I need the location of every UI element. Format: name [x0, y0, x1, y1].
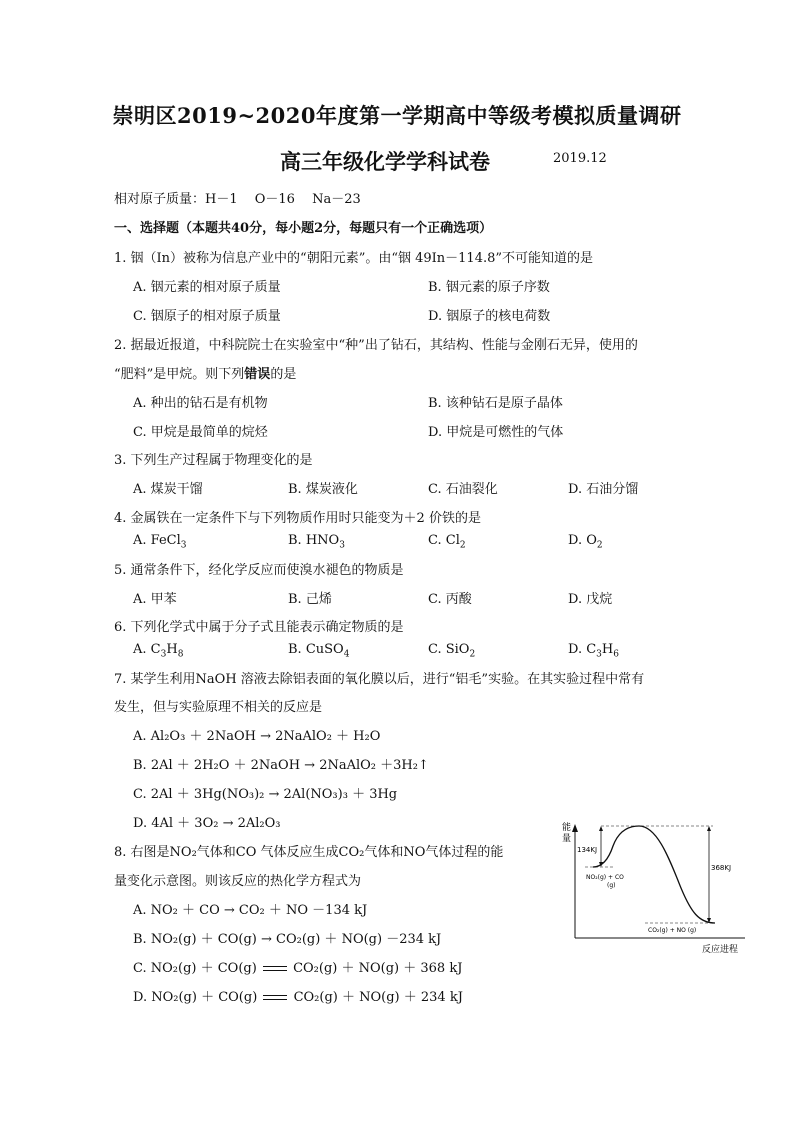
q2-stem-text-a: “肥料”是甲烷。则下列 — [114, 367, 245, 382]
q7-option-b[interactable]: B. 2Al ＋ 2H₂O ＋ 2NaOH → 2NaAlO₂ ＋3H₂↑ — [133, 758, 429, 773]
equilibrium-arrow-icon — [261, 993, 289, 1003]
arrow-down-icon — [599, 862, 603, 867]
q7-option-c[interactable]: C. 2Al ＋ 3Hg(NO₃)₂ → 2Al(NO₃)₃ ＋ 3Hg — [133, 787, 398, 802]
q8-stem-line2: 量变化示意图。则该反应的热化学方程式为 — [114, 874, 362, 889]
q3-option-a[interactable]: A. 煤炭干馏 — [133, 482, 203, 497]
section-heading: 一、选择题（本题共40分，每小题2分，每题只有一个正确选项） — [114, 221, 493, 236]
q6-d-h: H — [601, 642, 614, 657]
q5-option-b[interactable]: B. 己烯 — [288, 592, 332, 607]
exam-title: 崇明区2019~2020年度第一学期高中等级考模拟质量调研 — [112, 103, 682, 128]
q4-c-sub: 2 — [459, 540, 466, 551]
q7-stem-line2: 发生，但与实验原理不相关的反应是 — [114, 700, 323, 715]
q1-option-b[interactable]: B. 铟元素的原子序数 — [428, 280, 550, 295]
exam-subtitle: 高三年级化学学科试卷 — [280, 149, 490, 174]
q4-a-sub: 3 — [180, 540, 187, 551]
products-label: CO₂(g) + NO (g) — [648, 927, 697, 934]
q8-c-right: CO₂(g) ＋ NO(g) ＋ 368 kJ — [293, 961, 463, 976]
q4-d-sub: 2 — [596, 540, 603, 551]
q8-d-right: CO₂(g) ＋ NO(g) ＋ 234 kJ — [293, 990, 463, 1005]
q8-d-left: D. NO₂(g) ＋ CO(g) — [133, 990, 258, 1005]
reactants-label-2: (g) — [607, 882, 616, 889]
q5-option-d[interactable]: D. 戊烷 — [568, 592, 613, 607]
activation-energy-label: 134KJ — [577, 846, 598, 854]
q4-b-sub: 3 — [339, 540, 345, 551]
q8-option-b[interactable]: B. NO₂(g) ＋ CO(g) → CO₂(g) ＋ NO(g) －234 kJ — [133, 932, 442, 947]
q6-a-sub1: 3 — [160, 649, 167, 660]
q8-option-d[interactable] — [133, 986, 463, 1005]
q4-option-a[interactable] — [133, 533, 187, 551]
q4-b-text: B. HNO — [288, 533, 340, 548]
q8-option-c[interactable] — [133, 957, 462, 976]
q5-option-c[interactable]: C. 丙酸 — [428, 592, 472, 607]
q6-option-a[interactable] — [133, 642, 183, 660]
arrow-up-icon — [599, 826, 603, 831]
q6-c-text: C. SiO — [428, 642, 470, 657]
q4-option-d[interactable] — [568, 533, 603, 551]
q1-option-d[interactable]: D. 铟原子的核电荷数 — [428, 309, 551, 324]
q5-stem: 5. 通常条件下，经化学反应而使溴水褪色的物质是 — [114, 563, 404, 578]
q4-a-text: A. FeCl — [133, 533, 181, 548]
q7-option-a[interactable]: A. Al₂O₃ ＋ 2NaOH → 2NaAlO₂ ＋ H₂O — [133, 729, 381, 744]
q5-option-a[interactable]: A. 甲苯 — [133, 592, 177, 607]
q4-option-c[interactable] — [428, 533, 466, 551]
energy-diagram — [545, 818, 760, 958]
q4-option-b[interactable] — [288, 533, 345, 551]
q3-stem: 3. 下列生产过程属于物理变化的是 — [114, 453, 313, 468]
q8-option-a[interactable]: A. NO₂ ＋ CO → CO₂ ＋ NO －134 kJ — [133, 903, 368, 918]
q6-stem: 6. 下列化学式中属于分子式且能表示确定物质的是 — [114, 620, 404, 635]
q6-option-c[interactable] — [428, 642, 475, 660]
q4-d-text: D. O — [568, 533, 597, 548]
q6-d-sub2: 6 — [613, 649, 619, 660]
q6-option-b[interactable] — [288, 642, 349, 660]
q6-a-sub2: 8 — [177, 649, 184, 660]
q8-stem-line1: 8. 右图是NO₂气体和CO 气体反应生成CO₂气体和NO气体过程的能 — [114, 845, 504, 860]
q2-stem-line2 — [114, 363, 296, 382]
q7-stem-line1: 7. 某学生利用NaOH 溶液去除铝表面的氧化膜以后，进行“铝毛”实验。在其实验过程中常有 — [114, 672, 645, 687]
q3-option-d[interactable]: D. 石油分馏 — [568, 482, 639, 497]
exam-date: 2019.12 — [553, 151, 607, 166]
q2-option-d[interactable]: D. 甲烷是可燃性的气体 — [428, 425, 564, 440]
energy-change-label: 368KJ — [711, 864, 732, 872]
q2-option-b[interactable]: B. 该种钻石是原子晶体 — [428, 396, 563, 411]
reactants-label: NO₂(g) + CO — [586, 874, 624, 881]
q2-emphasis: 错误 — [244, 367, 271, 382]
q4-c-text: C. Cl — [428, 533, 460, 548]
q1-stem: 1. 铟（In）被称为信息产业中的“朝阳元素”。由“铟 49In－114.8”不可能知道的是 — [114, 251, 594, 266]
q2-stem-text-c: 的是 — [270, 367, 297, 382]
y-axis-label-1: 能 — [562, 823, 572, 833]
q6-d-sub1: 3 — [596, 649, 602, 660]
q6-c-sub: 2 — [469, 649, 476, 660]
q2-stem-line1: 2. 据最近报道，中科院院士在实验室中“种”出了钻石，其结构、性能与金刚石无异，使用的 — [114, 338, 638, 353]
x-axis-label: 反应进程 — [702, 945, 739, 955]
y-axis-label-2: 量 — [562, 834, 572, 844]
q8-c-left: C. NO₂(g) ＋ CO(g) — [133, 961, 257, 976]
q6-d-text: D. C — [568, 642, 597, 657]
q2-option-c[interactable]: C. 甲烷是最简单的烷烃 — [133, 425, 268, 440]
q2-option-a[interactable]: A. 种出的钻石是有机物 — [133, 396, 268, 411]
q4-stem: 4. 金属铁在一定条件下与下列物质作用时只能变为＋2 价铁的是 — [114, 511, 481, 526]
q1-option-c[interactable]: C. 铟原子的相对原子质量 — [133, 309, 281, 324]
q6-a-h: H — [166, 642, 178, 657]
q3-option-c[interactable]: C. 石油裂化 — [428, 482, 498, 497]
q6-option-d[interactable] — [568, 642, 619, 660]
arrow-up-icon — [707, 826, 711, 831]
atomic-mass-line: 相对原子质量：H－1 O－16 Na－23 — [114, 192, 361, 207]
q6-b-sub: 4 — [343, 649, 350, 660]
q6-b-text: B. CuSO — [288, 642, 344, 657]
q1-option-a[interactable]: A. 铟元素的相对原子质量 — [133, 280, 281, 295]
equilibrium-arrow-icon — [261, 964, 289, 974]
y-axis-arrow-icon — [572, 824, 578, 832]
q6-a-text: A. C — [133, 642, 161, 657]
q3-option-b[interactable]: B. 煤炭液化 — [288, 482, 358, 497]
q7-option-d[interactable]: D. 4Al ＋ 3O₂ → 2Al₂O₃ — [133, 816, 281, 831]
